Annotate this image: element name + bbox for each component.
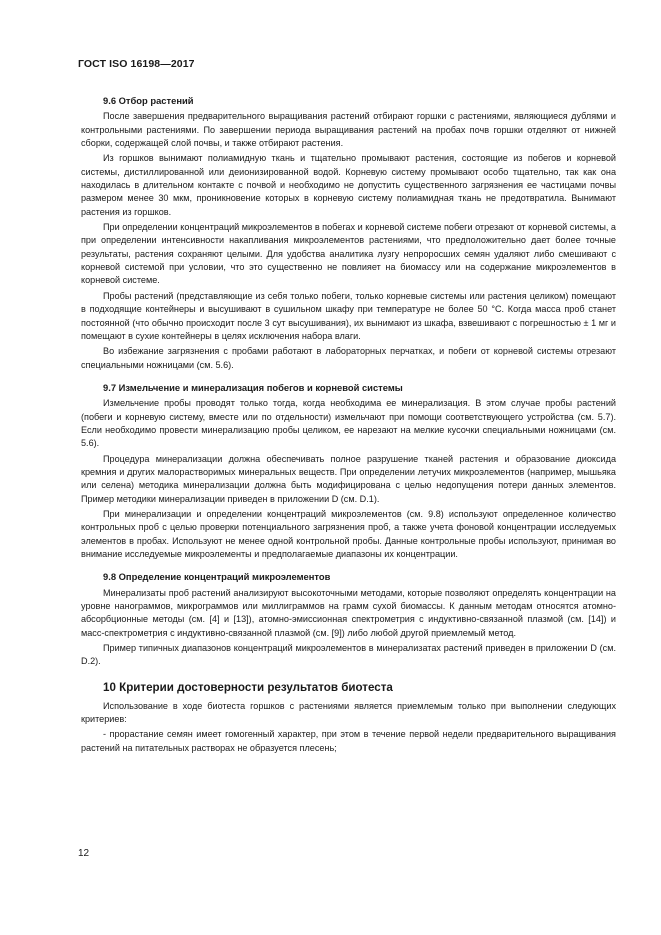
- page-number: 12: [78, 848, 90, 859]
- paragraph: Минерализаты проб растений анализируют высокоточными методами, которые позволяют определять концентрации на уровне нанограммов, микрограммов или миллиграммов на грамм сухой биомассы. К данным методам относятся атомно-абсорбционные методы (см. [4] и [13]), атомно-эмиссионная спектрометрия с индуктивно-связанной плазмой (см. [14]) и масс-спектрометрия с индуктивно-связанной плазмой (см. [9]) либо любой другой приемлемый метод.: [81, 587, 616, 638]
- paragraph: Пример типичных диапазонов концентраций микроэлементов в минерализатах растений приведен в приложении D (см. D.2).: [81, 643, 616, 667]
- paragraph: - прорастание семян имеет гомогенный характер, при этом в течение первой недели предварительного выращивания растений на питательных растворах не образуется плесень;: [81, 729, 616, 753]
- paragraph: При определении концентраций микроэлементов в побегах и корневой системе побеги отрезают от корневой системы, а при определении интенсивности накапливания микроэлементов растениями, что предположительно дает более точные результаты, растения сохраняют целыми. Для удобства аналитика лузгу непроросших семян удаляют либо смешивают с корневой системой при условии, что это существенно не повлияет на биомассу или на содержание микроэлементов в корневой системе.: [81, 222, 616, 286]
- paragraph: При минерализации и определении концентраций микроэлементов (см. 9.8) используют определенное количество контрольных проб с целью проверки потенциального загрязнения проб, а также учета фоновой концентрации исследуемых элементов в пробах. Используют не менее одной контрольной пробы. Данные контрольные пробы используют, принимая во внимание исследуемые микроэлементы и предполагаемые диапазоны их концентрации.: [81, 508, 616, 559]
- paragraph: Использование в ходе биотеста горшков с растениями является приемлемым только при выполнении следующих критериев:: [81, 700, 616, 725]
- paragraph: После завершения предварительного выращивания растений отбирают горшки с растениями, являющиеся дублями и контрольными растениями. По завершении периода выращивания растений на пробах почв горшки отделяют от нижней сборки, содержащей слой почвы, и также отбирают растения.: [81, 111, 616, 149]
- paragraph: Из горшков вынимают полиамидную ткань и тщательно промывают растения, состоящие из побегов и корневой системы, дистиллированной или деионизированной водой. Корневую систему промывают особо тщательно, так как она находилась в длительном контакте с почвой и необходимо не допустить существенного загрязнения ее частицами почвы размером менее 30 мкм, проникновение которых в корневую систему полиамидная ткань не предотвратила. Вынимают растения из горшков.: [81, 153, 616, 217]
- page-content: [81, 94, 616, 755]
- paragraph: Пробы растений (представляющие из себя только побеги, только корневые системы или растения целиком) помещают в подходящие контейнеры и высушивают в сушильном шкафу при температуре не более 50 °С. Когда масса проб станет постоянной (что обычно происходит после 3 сут высушивания), их вынимают из шкафа, взвешивают с погрешностью ± 1 мг и помещают в сухие контейнеры в целях исключения набора влаги.: [81, 290, 616, 341]
- section-9-6-title: 9.6 Отбор растений: [103, 95, 194, 106]
- section-9-7-title: 9.7 Измельчение и минерализация побегов и корневой системы: [103, 381, 403, 393]
- section-9-8-title: 9.8 Определение концентраций микроэлементов: [103, 571, 331, 583]
- paragraph: Процедура минерализации должна обеспечивать полное разрушение тканей растения и образование диоксида кремния и других малорастворимых минеральных веществ. При определении летучих микроэлементов (например, мышьяка или селена) методика минерализации должна быть модифицирована с целью недопущения потери данных элементов. Пример методики минерализации приведен в приложении D (см. D.1).: [81, 453, 616, 504]
- paragraph: Во избежание загрязнения с пробами работают в лабораторных перчатках, и побеги от корневой системы отрезают специальными ножницами (см. 5.6).: [81, 346, 616, 370]
- document-header: ГОСТ ISO 16198—2017: [78, 58, 195, 70]
- section-10-title: 10 Критерии достоверности результатов биотеста: [103, 680, 393, 694]
- paragraph: Измельчение пробы проводят только тогда, когда необходима ее минерализация. В этом случае пробы растений (побеги и корневую систему, вместе или по отдельности) измельчают при помощи соответствующего устройства (см. 5.7). Если необходимо провести минерализацию пробы целиком, ее нарезают на мелкие кусочки специальными ножницами (см. 5.6).: [81, 398, 616, 449]
